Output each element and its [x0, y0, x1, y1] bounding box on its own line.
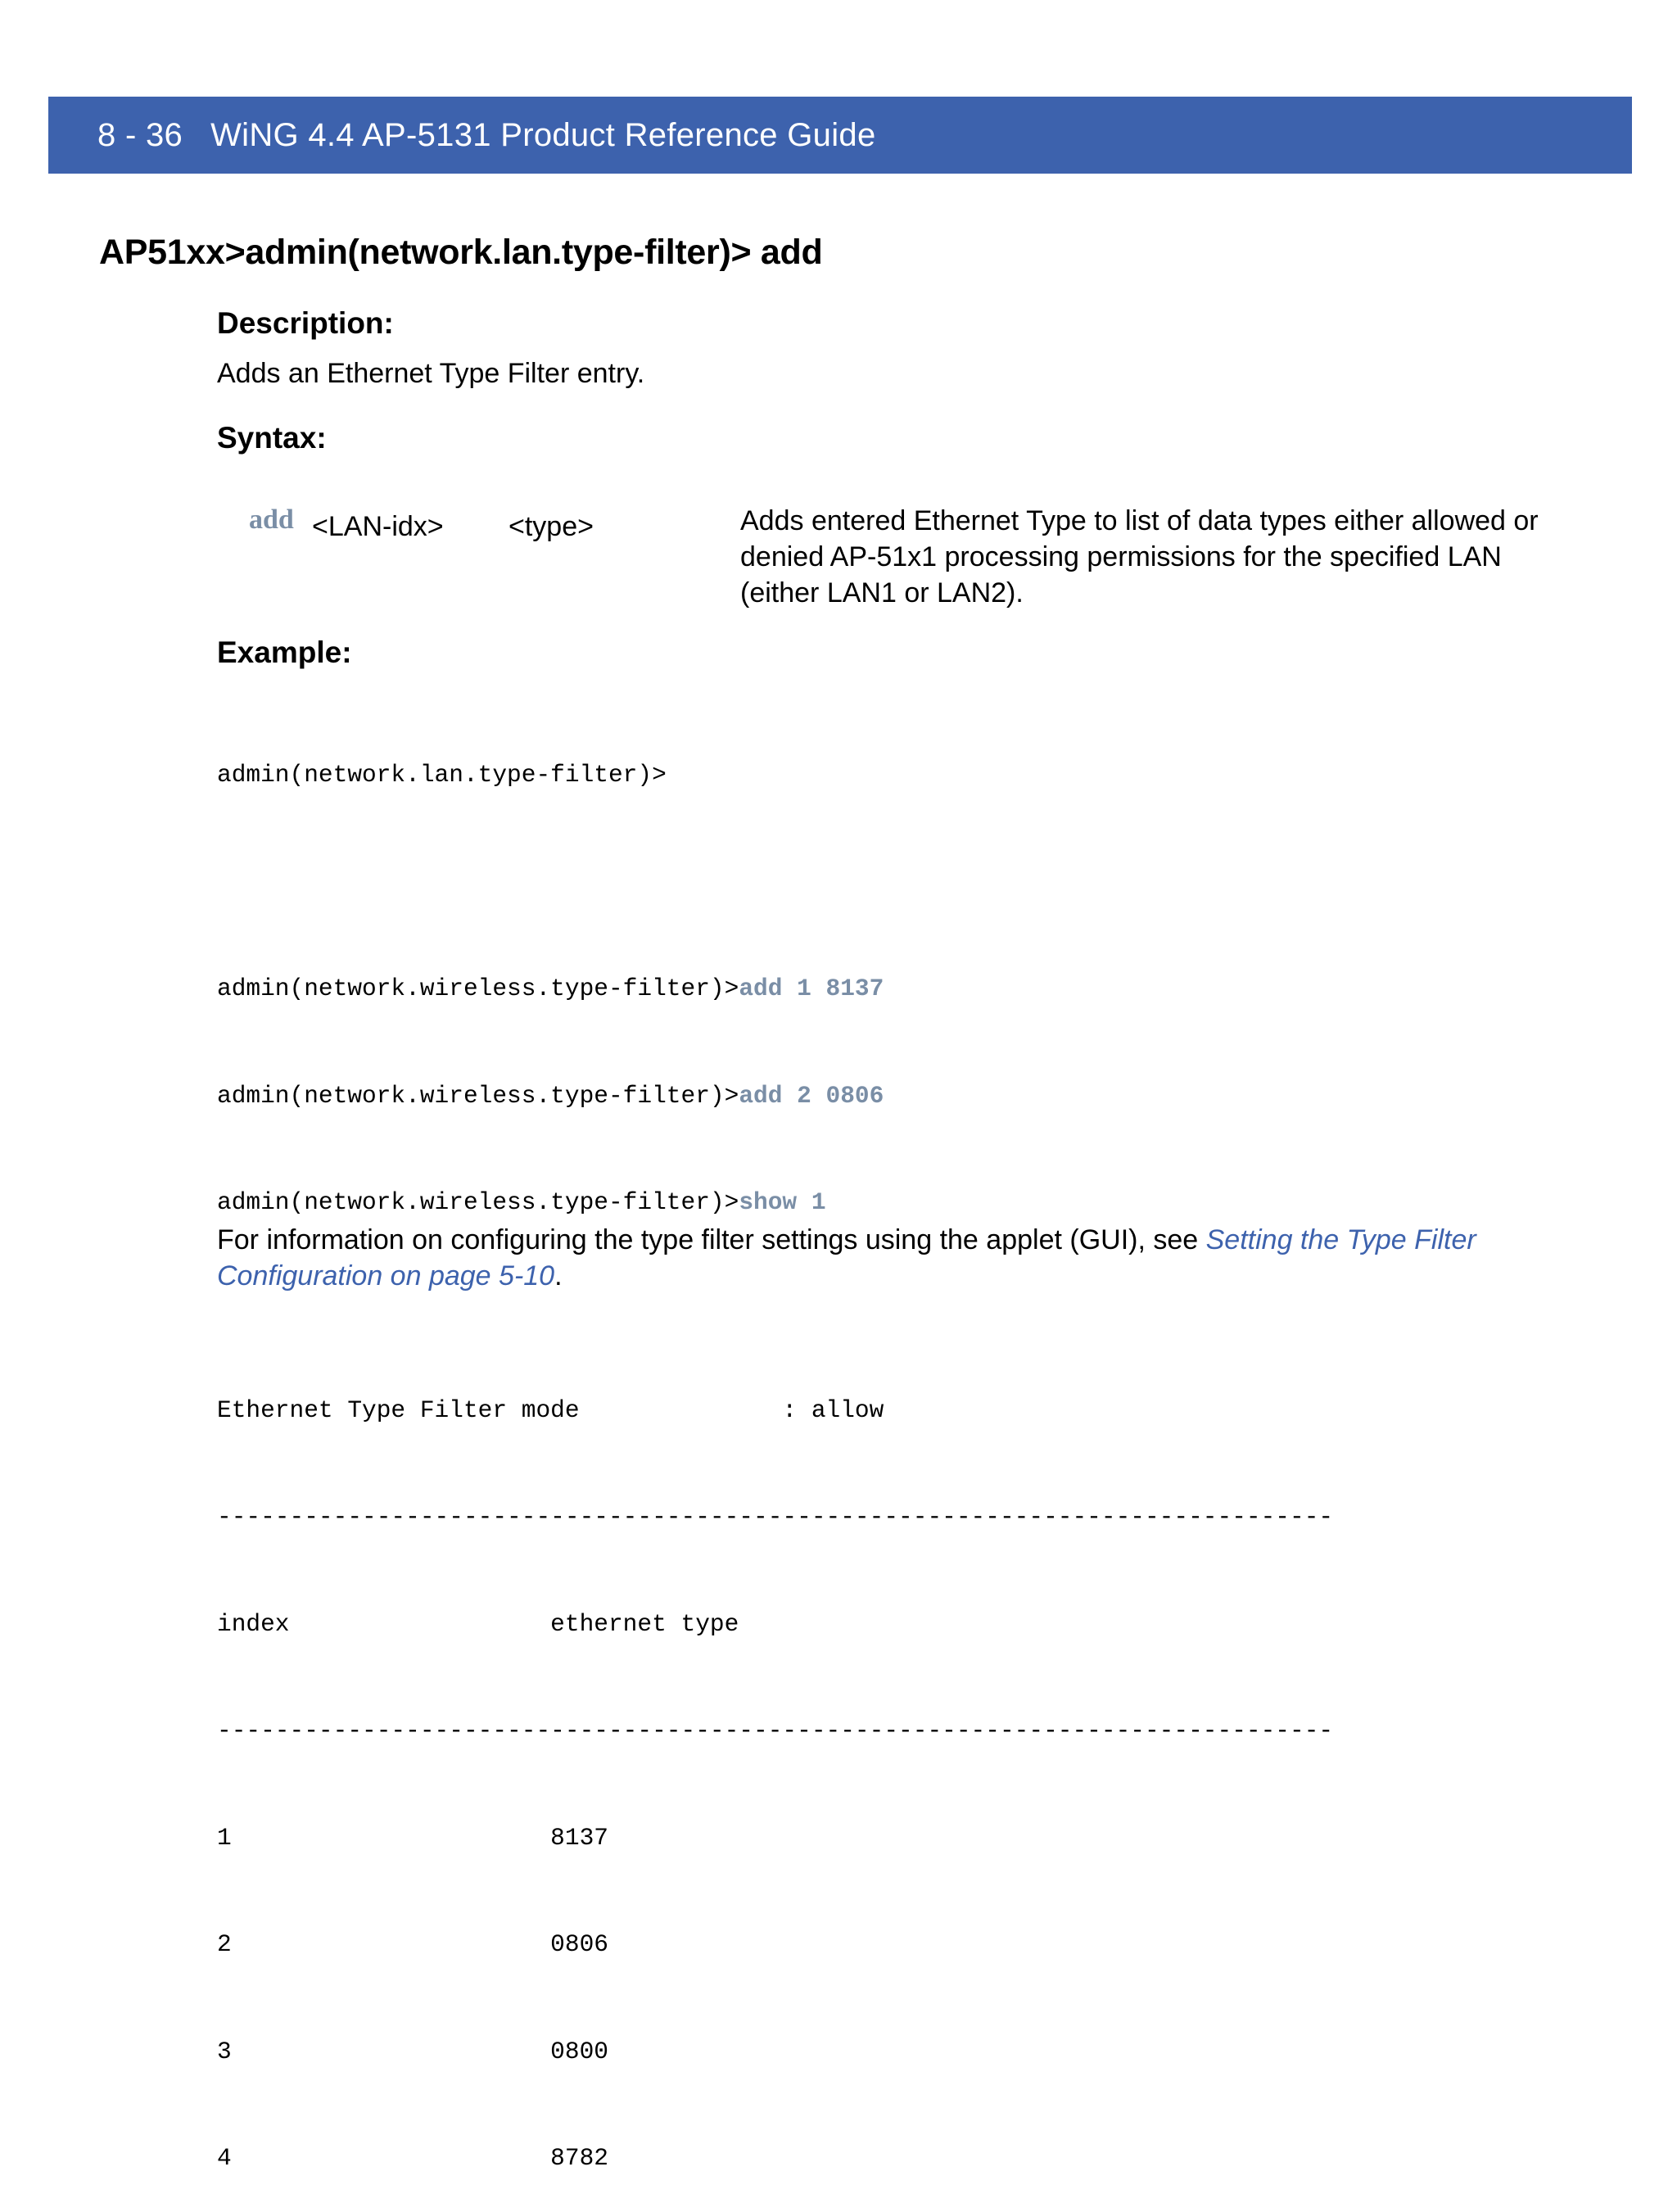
code-line-add-1 — [217, 971, 1333, 1007]
description-text: Adds an Ethernet Type Filter entry. — [217, 358, 645, 389]
syntax-heading: Syntax: — [217, 421, 327, 455]
code-table-row: 4 8782 — [217, 2144, 608, 2172]
syntax-description: Adds entered Ethernet Type to list of data types either allowed or denied AP-51x1 processing permissions for the specified LAN (either LAN1 or LAN2). — [740, 505, 1539, 608]
code-prompt: admin(network.wireless.type-filter)> — [217, 1188, 739, 1216]
code-blank-line — [217, 1292, 1333, 1322]
code-command: show 1 — [739, 1188, 826, 1216]
code-line-mode: Ethernet Type Filter mode : allow — [217, 1396, 884, 1424]
example-code-block — [217, 686, 1333, 2212]
code-table-row: 1 8137 — [217, 1823, 608, 1852]
code-command: add 1 8137 — [739, 975, 884, 1002]
code-line-lan-prompt: admin(network.lan.type-filter)> — [217, 761, 667, 789]
code-line-show — [217, 1185, 1333, 1221]
command-title: AP51xx>admin(network.lan.type-filter)> add — [99, 233, 823, 272]
page-header — [48, 97, 1632, 174]
footer-text: For information on configuring the type filter settings using the applet (GUI), see — [217, 1224, 1206, 1255]
guide-title: WiNG 4.4 AP-5131 Product Reference Guide — [210, 116, 876, 153]
code-table-row: 3 0800 — [217, 2037, 608, 2065]
code-prompt: admin(network.wireless.type-filter)> — [217, 975, 739, 1002]
footer-period: . — [554, 1260, 563, 1291]
code-command: add 2 0806 — [739, 1081, 884, 1110]
code-blank-line — [217, 865, 1333, 901]
code-line-add-2 — [217, 1079, 1333, 1115]
code-separator: ----------------------------------------------------------------------------- — [217, 1503, 1334, 1531]
page-number: 8 - 36 — [97, 116, 183, 153]
code-table-row: 2 0806 — [217, 1930, 608, 1958]
syntax-param-type: <type> — [509, 511, 594, 542]
cross-reference-link[interactable]: Setting the Type Filter Configuration on page 5-10 — [217, 1224, 1476, 1291]
syntax-command: add — [249, 504, 294, 535]
code-separator: ----------------------------------------------------------------------------- — [217, 1717, 1334, 1744]
footer-note — [217, 1222, 1527, 1294]
example-heading: Example: — [217, 636, 352, 669]
code-table-header: index ethernet type — [217, 1609, 739, 1638]
description-heading: Description: — [217, 306, 394, 340]
syntax-param-lan-idx: <LAN-idx> — [312, 511, 444, 542]
code-prompt: admin(network.wireless.type-filter)> — [217, 1081, 739, 1110]
